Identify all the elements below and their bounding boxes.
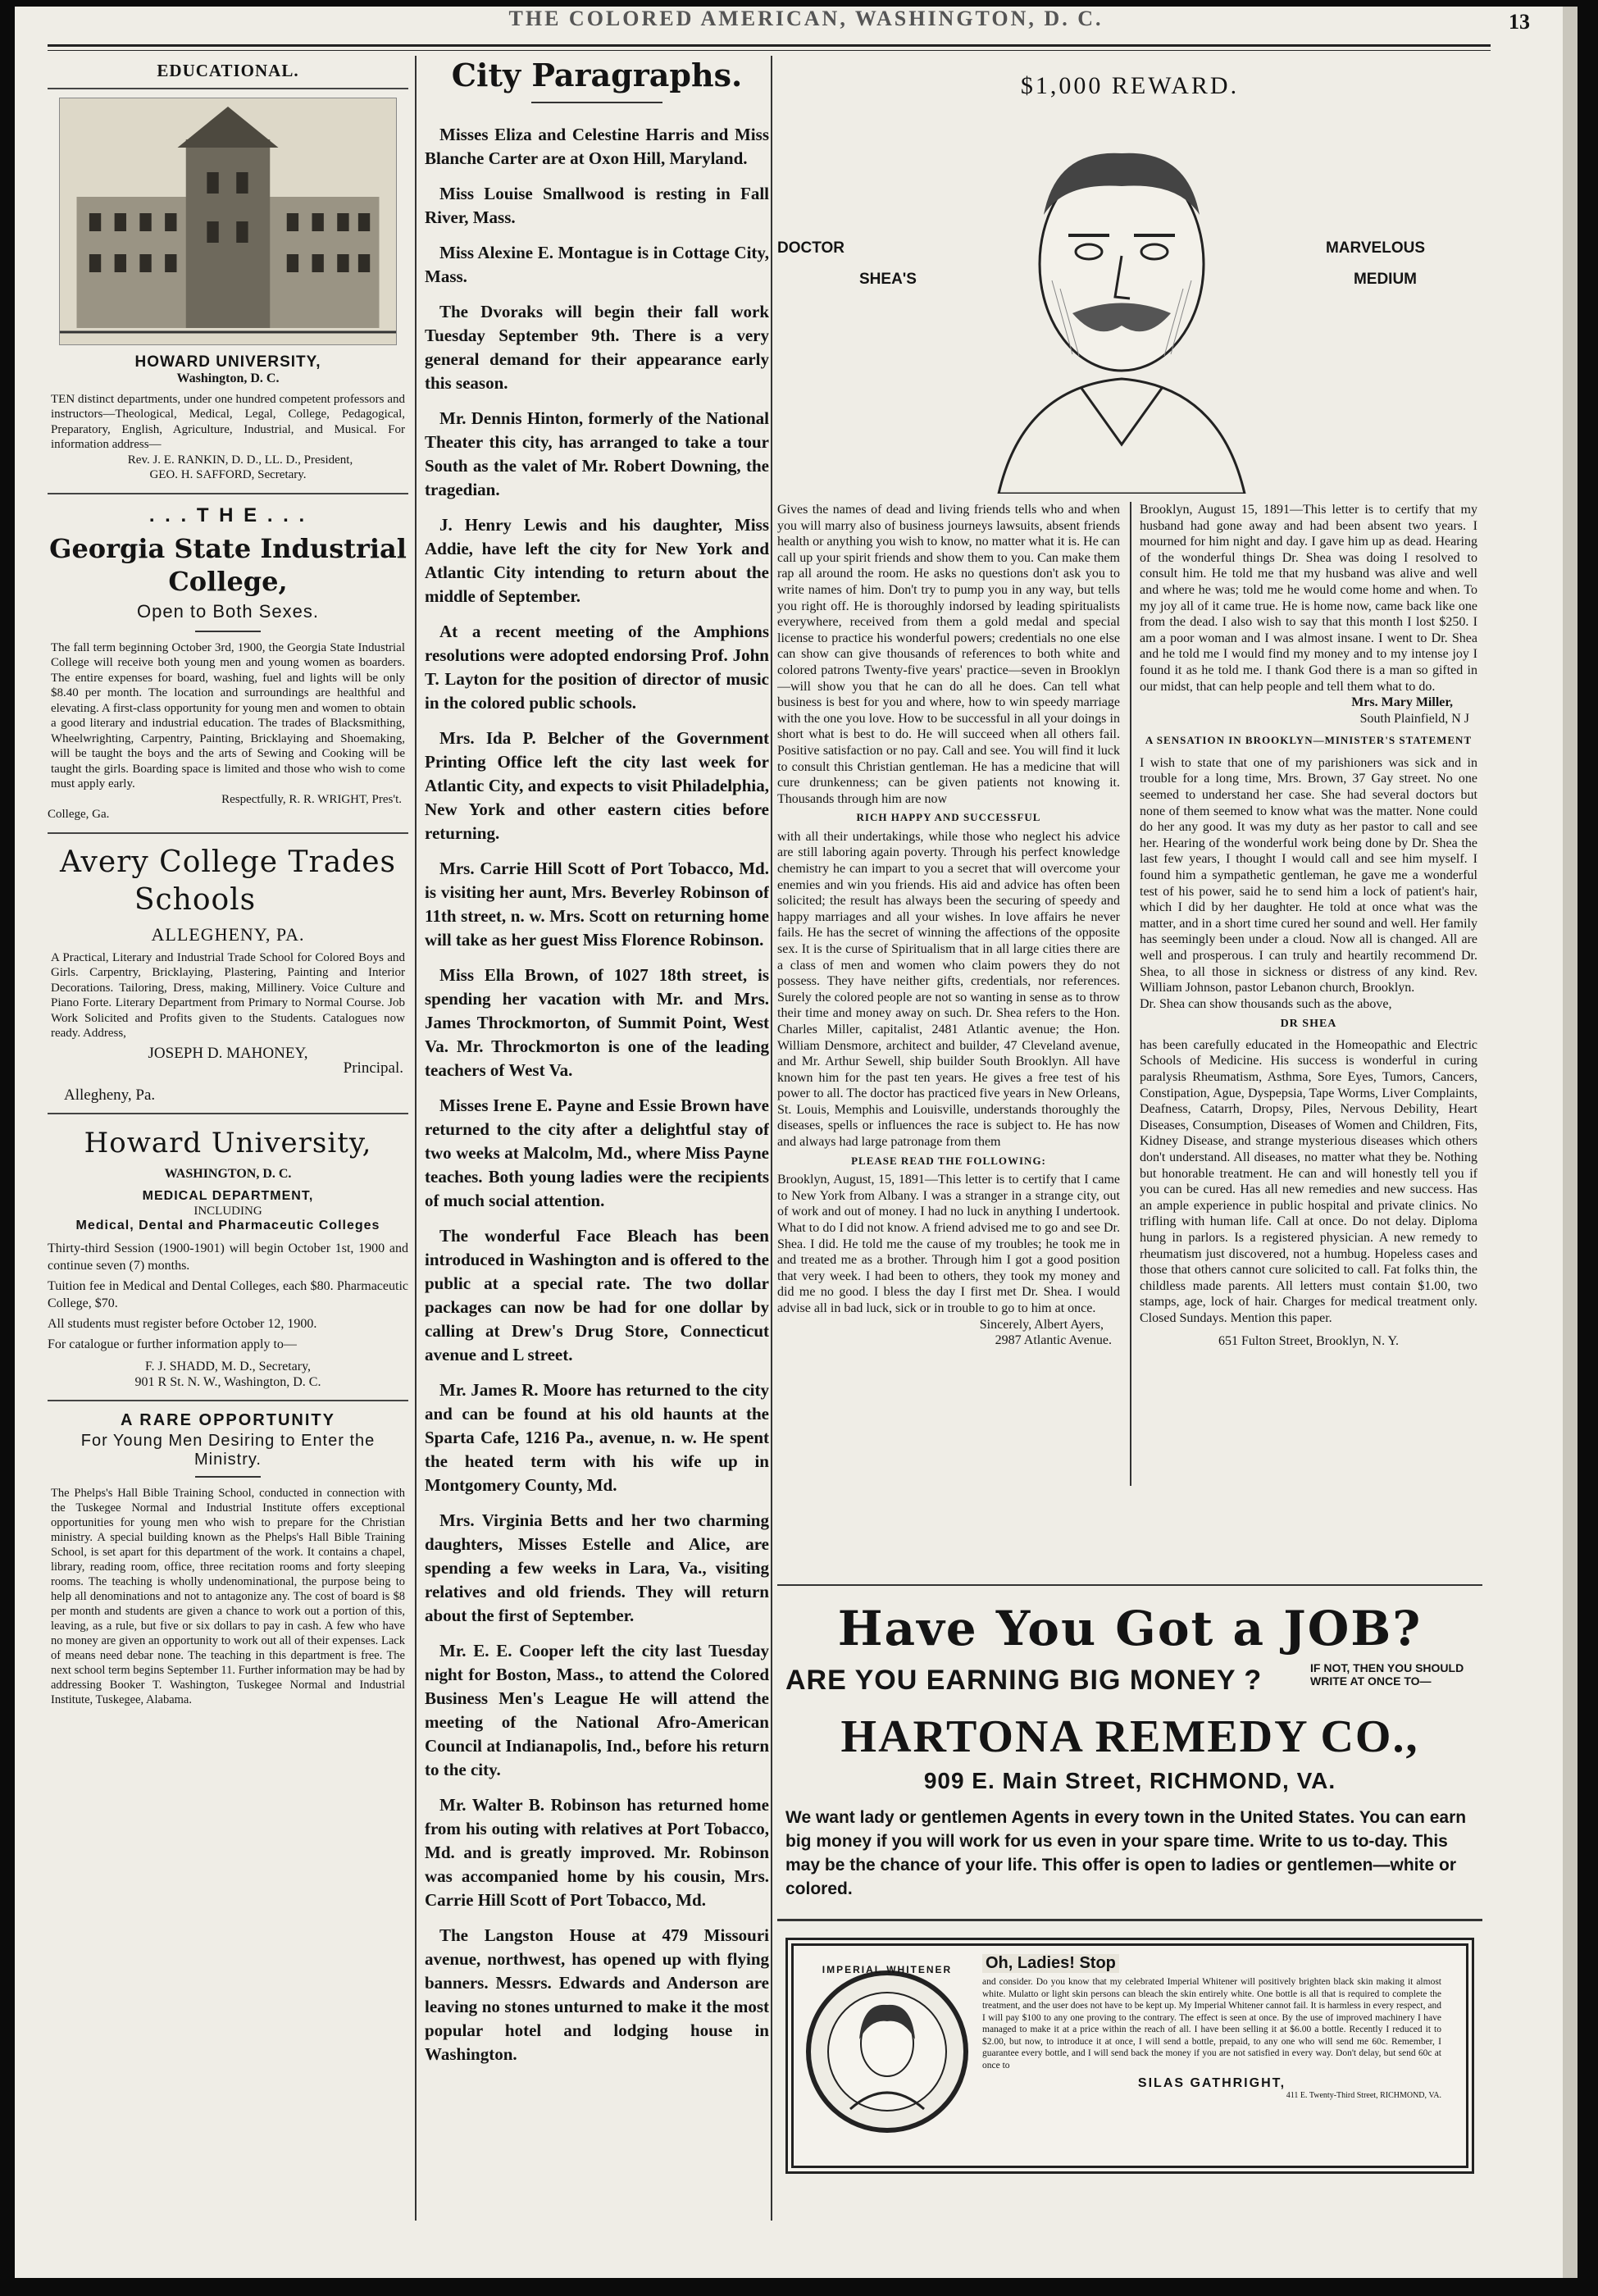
ad-left-text3: Brooklyn, August, 15, 1891—This letter is to certify that I came to New York from Albany. I was a stranger in a strange city, out of work and out of money. I had no luck in anything I undertook. What to do I did not know. A friend advised me to go and see Dr. Shea. I did. He told me the cause of my troubles; he took me in and treated me as a brother. Through him I got a good position that very week. I had been to others, they took my money and did me no good. I bless the day I first met Dr. Shea. I would advise all in bad luck, sick or in trouble to go to him at once. bbox=[777, 1173, 1120, 1315]
howard-name: HOWARD UNIVERSITY, bbox=[134, 353, 321, 371]
marvelous-label: MARVELOUS bbox=[1325, 239, 1425, 257]
city-paragraph: Miss Alexine E. Montague is in Cottage City, Mass. bbox=[425, 243, 769, 286]
city-paragraphs-title: City Paragraphs. bbox=[451, 57, 743, 93]
imperial-whitener-body: and consider. Do you know that my celebrated Imperial Whitener will positively brighten black skin making it almost white. Mulatto or light skin persons can bleach the skin entirely white. One bottle is all that is required to complete the treatment, and the user does not have to be kept up. My Imperial Whitener cannot fail. It is harmless in every respect, and I will pay $100 to any one proving to the contrary. The effect is seen at once. By the use of improved machinery I have managed to make it at a price within the reach of all. I have been selling it at $6.00 a bottle. Recently I reduced it to $2.00, but now, to introduce it at once, I will send a bottle, prepaid, to any one who will send me 60c. Remember, I guarantee every bottle, and I will send back the money if you are not satisfied in every way. Don't delay, but send 60c at once to bbox=[982, 1977, 1441, 2070]
ad-left-text1: Gives the names of dead and living friends tells who and when you will marry also of business journeys lawsuits, absent friends health or anything you wish to know, no matter what it is. He can call up your spirit friends and show them to you. Can make them rap all around the room. He asks no questions don't ask you to write names of him. Don't try to pump you in any way, but tells you right off. He is thoroughly indorsed by leading spiritualists everywhere, received from them a gold medal and special license to practice his wonderful powers; credentials no one else can show can give thousands of references to both white and colored patrons Twenty-five years' practice—seven in Brooklyn—will show you that he can do all he does. Can tell what business is best for you and where, how to win speedy marriage with the one you love. How to be successful in all your doings in short what is best to do. He will succeed when all others fail. Positive satisfaction or no pay. Call and see. You will find it luck to consult this Christian gentleman. He has a medicine that will cure drunkenness; can be given patients not knowing it. Thousands through him are now bbox=[777, 503, 1120, 806]
georgia-college-name: Georgia State Industrial College, bbox=[49, 532, 407, 597]
if-not-write: IF NOT, THEN YOU SHOULD WRITE AT ONCE TO— bbox=[1310, 1661, 1464, 1688]
howard-medical-sign2: 901 R St. N. W., Washington, D. C. bbox=[134, 1374, 321, 1389]
ad-column-divider bbox=[1130, 502, 1131, 1486]
avery-city: Allegheny, Pa. bbox=[64, 1086, 156, 1104]
earning-row bbox=[777, 1661, 1482, 1711]
doctor-label: DOCTOR bbox=[777, 239, 845, 257]
column-educational bbox=[48, 56, 408, 2262]
divider bbox=[531, 102, 662, 103]
portrait-icon bbox=[974, 116, 1269, 494]
city-paragraphs-list bbox=[425, 123, 769, 2066]
city-paragraph: Mrs. Virginia Betts and her two charming daughters, Misses Estelle and Alice, are spending a few weeks in Lara, Va., visiting relatives and old friends. They will return about the first of September. bbox=[425, 1510, 769, 1625]
woman-portrait-icon bbox=[805, 1957, 969, 2146]
howard-medical-place: WASHINGTON, D. C. bbox=[164, 1167, 292, 1181]
divider bbox=[48, 88, 408, 89]
howard-medical-p2: Tuition fee in Medical and Dental Colleges, each $80. Pharmaceutic College, $70. bbox=[48, 1279, 408, 1310]
divider bbox=[48, 493, 408, 494]
imperial-whitener-ad bbox=[785, 1938, 1474, 2174]
doctor-shea-ad-header bbox=[777, 100, 1482, 502]
city-paragraph: Mrs. Ida P. Belcher of the Government Printing Office left the city last week for Atlantic City, and expects to visit Philadelphia, New York and other eastern cities before returning. bbox=[425, 728, 769, 843]
howard-university-engraving bbox=[59, 98, 397, 345]
medium-label: MEDIUM bbox=[1353, 271, 1417, 288]
column-advertisements bbox=[777, 56, 1482, 2262]
city-paragraph: Mr. Dennis Hinton, formerly of the National Theater this city, has arranged to take a tour South as the valet of Mr. Robert Downing, the tragedian. bbox=[425, 408, 769, 499]
hartona-address: 909 E. Main Street, RICHMOND, VA. bbox=[923, 1768, 1336, 1793]
howard-medical-p4: For catalogue or further information apply to— bbox=[48, 1337, 297, 1351]
howard-medical-title: Howard University, bbox=[84, 1127, 372, 1159]
ad-right-text2: I wish to state that one of my parishioners was sick and in trouble for a long time, Mrs. Brown, 37 Gay street. No one seemed to understand her case. She had several doctors but none of them seemed to know what was the matter. None could do her any good. It was my duty as her pastor to call and see her. Hearing of the wonderful work being done by Dr. Shea the last few years, I thought I would call and see him myself. I found him a sympathetic gentleman, he gave me a wonderful test of his power, said he to send him a lock of patient's hair, which I did by her daughter. He told at once what was the matter, and in a short time cured her sound and well. Her family has seemingly been under a cloud. Now all is changed. All are well and prosperous. I can truly and heartily recommend Dr. Shea, to all those in sickness or distress of any kind. Rev. William Johnson, pastor Lebanon church, Brooklyn. bbox=[1140, 755, 1477, 995]
hartona-body: We want lady or gentlemen Agents in every town in the United States. You can earn big money if you will work for us even in your spare time. Write to us to-day. This may be the chance of your life. This offer is open to ladies or gentlemen—white or colored. bbox=[785, 1808, 1467, 1898]
job-headline: Have You Got a JOB? bbox=[837, 1601, 1423, 1656]
city-paragraph: Mr. E. E. Cooper left the city last Tuesday night for Boston, Mass., to attend the Colored Business Men's League He will attend the meeting of the National Afro-American Council at Indianapolis, Ind., before his return to the city. bbox=[425, 1641, 769, 1779]
oh-ladies-stop: Oh, Ladies! Stop bbox=[982, 1954, 1119, 1973]
ad-left-column bbox=[777, 502, 1120, 1349]
avery-title-line2: Schools bbox=[134, 882, 257, 917]
howard-medical-p3: All students must register before October 12, 1900. bbox=[48, 1317, 317, 1331]
imperial-whitener-badge-label: IMPERIAL WHITENER bbox=[822, 1964, 953, 1975]
page-number: 13 bbox=[1509, 10, 1530, 34]
howard-medical-dept: MEDICAL DEPARTMENT, bbox=[142, 1188, 314, 1203]
column-divider-1 bbox=[415, 56, 417, 2221]
ad-left-text2: with all their undertakings, while those who neglect his advice are still laboring again poverty. Through his perfect knowledge chemistry he can impart to you a secret that will overcome your enemies and win you friends. His aid and advice has often been solicited; the result has always been the securing of speedy and happy marriages and all your wishes. In love affairs he never fails. He has the secret of winning the affections of the opposite sex. It is the curse of Spiritualism that in all large cities there are a class of men and women who claim powers they do not possess. They have neither gifts, credentials, nor references. Surely the colored people are not so wanting in sense as to throw their time and money away on such. Dr. Shea refers to the Hon. Charles Miller, capitalist, 2481 Atlantic avenue; the Hon. William Densmore, architect and builder, 47 Cleveland avenue, and Mr. Arthur Sewell, ship builder South Brooklyn. All have known him for the past ten years. He gives a free test of his power to all. The doctor has practiced five years in New Orleans, St. Louis, Memphis and Louisville, understands thoroughly the diseases, spells or influences the race is subject to. He has now and always had large patronage from them bbox=[777, 829, 1120, 1150]
silas-gathright: SILAS GATHRIGHT, bbox=[1137, 2076, 1286, 2090]
silas-gathright-address: 411 E. Twenty-Third Street, RICHMOND, VA. bbox=[1286, 2091, 1441, 2100]
section-heading-educational: EDUCATIONAL. bbox=[157, 61, 299, 80]
georgia-body: The fall term beginning October 3rd, 1900, the Georgia State Industrial College will receive both young men and young women as boarders. The entire expenses for board, washing, fuel and lights will be only $8.40 per month. The location and surroundings are healthful and elevating. A first-class opportunity for young men and women to obtain a good literary and industrial education. The trades of Blacksmithing, Wheelwrighting, Carpentry, Painting, Bricklaying and Shoemaking, will be taught the boys and the arts of Sewing and Cooking will be taught the girls. Boarding space is limited and those who wish to come must apply early. bbox=[51, 640, 405, 790]
howard-place: Washington, D. C. bbox=[176, 371, 280, 385]
ad-right-text3: Dr. Shea can show thousands such as the above, bbox=[1140, 996, 1392, 1011]
rare-opportunity-title: A RARE OPPORTUNITY bbox=[121, 1411, 335, 1429]
column-divider-2 bbox=[771, 56, 772, 2221]
howard-body: TEN distinct departments, under one hundred competent professors and instructors—Theological, Medical, Legal, College, Pedagogical, Preparatory, English, Agriculture, Industrial, and Musical. For information address— bbox=[51, 392, 405, 451]
howard-medical-sign1: F. J. SHADD, M. D., Secretary, bbox=[144, 1360, 312, 1374]
howard-medical-p1: Thirty-third Session (1900-1901) will begin October 1st, 1900 and continue seven (7) months. bbox=[48, 1241, 408, 1273]
sensation-heading: A SENSATION IN BROOKLYN—MINISTER'S STATEMENT bbox=[1145, 734, 1473, 747]
building-icon bbox=[60, 98, 396, 344]
ad-right-text1: Brooklyn, August 15, 1891—This letter is to certify that my husband had gone away and had been absent two years. I mourned for him night and day. I gave him up as dead. Hearing of the wonderful things Dr. Shea was doing I resolved to consult him. He told me that my husband was alive and well and where he was; told me he would come home and when. To my joy all of it came true. He is home now, came back like one from the dead. I also wish to say that this month I lost $250. I am a poor woman and I was almost insane. I went to Dr. Shea and he told me I would find my money and to my intense joy I found it as he told me. I thank God there is a man so gifted in our midst, that can help people and tell them what to do. bbox=[1140, 503, 1477, 694]
divider bbox=[195, 1476, 261, 1478]
imperial-whitener-text bbox=[982, 1954, 1441, 2100]
city-paragraph: The wonderful Face Bleach has been introduced in Washington and is offered to the public at a special rate. The two dollar packages can now be had for one dollar by calling at Drew's Drug Store, Connecticut avenue and L street. bbox=[425, 1226, 769, 1364]
divider bbox=[48, 832, 408, 834]
rare-opportunity-subtitle: For Young Men Desiring to Enter the Ministry. bbox=[80, 1432, 376, 1469]
city-paragraph: Mr. Walter B. Robinson has returned home from his outing with relatives at Port Tobacco, Md. and is greatly improved. Mr. Robinson was accompanied home by his cousin, Mrs. Carrie Hill Scott of Port Tobacco, Md. bbox=[425, 1795, 769, 1910]
ad-right-address: 651 Fulton Street, Brooklyn, N. Y. bbox=[1218, 1333, 1399, 1348]
rich-happy-heading: RICH HAPPY AND SUCCESSFUL bbox=[856, 811, 1041, 824]
city-paragraph: The Langston House at 479 Missouri avenue, northwest, has opened up with flying banners. Messrs. Edwards and Anderson are leaving no stones unturned to make it the most popular hotel and lodging house in Washington. bbox=[425, 1925, 769, 2064]
divider bbox=[48, 1400, 408, 1401]
divider bbox=[777, 1919, 1482, 1921]
newspaper-page bbox=[15, 7, 1578, 2278]
georgia-subtitle: Open to Both Sexes. bbox=[136, 600, 320, 622]
avery-body: A Practical, Literary and Industrial Trade School for Colored Boys and Girls. Carpentry, Bricklaying, Plastering, Painting and Interior Decorations. Tailoring, Dress, making, Millinery. Voice Culture and Piano Forte. Literary Department from Primary to Normal Course. Job Work Solicited and Profits given to the Students. Catalogues now ready. Address, bbox=[51, 950, 405, 1040]
ad-right-signature2: South Plainfield, N J bbox=[1359, 711, 1469, 726]
top-rule bbox=[48, 44, 1491, 51]
avery-place: ALLEGHENY, PA. bbox=[151, 923, 305, 945]
howard-signature-secretary: GEO. H. SAFFORD, Secretary. bbox=[149, 468, 307, 481]
please-read-heading: PLEASE READ THE FOLLOWING: bbox=[851, 1154, 1046, 1167]
divider bbox=[48, 1113, 408, 1114]
howard-signature-president: Rev. J. E. RANKIN, D. D., LL. D., President, bbox=[127, 453, 353, 467]
avery-signature: JOSEPH D. MAHONEY, bbox=[148, 1044, 308, 1062]
avery-signature-title: Principal. bbox=[343, 1059, 403, 1077]
city-paragraph: Mr. James R. Moore has returned to the city and can be found at his old haunts at the Sparta Cafe, 1216 Pa., avenue, n. w. He spent the heated term with his wife up in Montgomery County, Md. bbox=[425, 1380, 769, 1495]
doctor-portrait bbox=[974, 116, 1269, 494]
city-paragraph: Miss Louise Smallwood is resting in Fall River, Mass. bbox=[425, 184, 769, 227]
ad-right-text4: has been carefully educated in the Homeopathic and Electric Schools of Medicine. His success is wonderful in curing paralysis Rheumatism, Asthma, Sore Eyes, Tumors, Cancers, Constipation, Ague, Dyspepsia, Tape Worms, Liver Complaints, Deafness, Catarrh, Dropsy, Piles, Nervous Debility, Heart Diseases, Consumption, Diseases of Women and Children, Fits, Kidney Disease, and strange mysterious diseases which others don't understand. All diseases, no matter what they be. Nothing but honorable treatment. He can and will honestly tell you if you can be cured. Has all new remedies and new success. Has an ample experience in public hospital and private clinics. No trifling with human life. Call at once. Do not delay. Diploma hung in parlors. Is a registered physician. A new remedy to rheumatism just discovered, not a humbug. Hopeless cases and those that others cannot cure solicited to call. Fat folks thin, the childless made parents. All letters must contain $1.00, two stamps, age, lock of hair. Charges for medical treatment only. Closed Sundays. Mention this paper. bbox=[1140, 1037, 1477, 1325]
howard-medical-colleges: Medical, Dental and Pharmaceutic Colleges bbox=[75, 1219, 380, 1232]
city-paragraph: Misses Eliza and Celestine Harris and Miss Blanche Carter are at Oxon Hill, Maryland. bbox=[425, 125, 769, 168]
avery-title-line1: Avery College Trades bbox=[59, 845, 397, 879]
city-paragraph: J. Henry Lewis and his daughter, Miss Addie, have left the city for New York and Atlantic City intending to return about the middle of September. bbox=[425, 515, 769, 606]
earning-question: ARE YOU EARNING BIG MONEY ? bbox=[785, 1665, 1263, 1696]
ad-right-signature1: Mrs. Mary Miller, bbox=[1351, 695, 1453, 710]
city-paragraph: The Dvoraks will begin their fall work Tuesday September 9th. There is a very general demand for their appearance early this season. bbox=[425, 302, 769, 393]
sheas-label: SHEA'S bbox=[859, 271, 917, 288]
city-paragraph: Mrs. Carrie Hill Scott of Port Tobacco, Md. is visiting her aunt, Mrs. Beverley Robinson of 11th street, n. w. Mrs. Scott on returning home will take as her guest Miss Florence Robinson. bbox=[425, 859, 769, 950]
masthead: THE COLORED AMERICAN, WASHINGTON, D. C. bbox=[508, 7, 1104, 30]
hartona-company-name: HARTONA REMEDY CO., bbox=[840, 1711, 1419, 1762]
georgia-place: College, Ga. bbox=[48, 808, 110, 821]
city-paragraph: Misses Irene E. Payne and Essie Brown have returned to the city after a delightful stay of two weeks at Malcolm, Md., where Miss Payne teaches. Both young ladies were the recipients of much social attention. bbox=[425, 1096, 769, 1210]
doctor-shea-ad-body bbox=[777, 502, 1482, 1584]
dr-shea-heading: DR SHEA bbox=[1280, 1018, 1337, 1031]
imperial-whitener-badge bbox=[805, 1957, 969, 2146]
city-paragraph: At a recent meeting of the Amphions resolutions were adopted endorsing Prof. John T. Layton for the position of director of music in the colored public schools. bbox=[425, 622, 769, 713]
ad-left-signature1: Sincerely, Albert Ayers, bbox=[979, 1317, 1104, 1332]
ad-left-signature2: 2987 Atlantic Avenue. bbox=[995, 1333, 1112, 1348]
divider bbox=[195, 631, 261, 632]
divider bbox=[777, 1584, 1482, 1586]
rare-opportunity-body: The Phelps's Hall Bible Training School, conducted in connection with the Tuskegee Normal and Industrial Institute offers exceptional opportunities for young men who wish to prepare for the Christian ministry. A special building known as the Phelps's Hall Bible Training School, is set apart for this department of the work. It contains a chapel, library, reading room, office, three recitation rooms and forty sleeping rooms. The teaching is wholly undenominational, the purpose being to help all denominations and not to antagonize any. The cost of board is $8 per month and students are given a chance to work out a portion of this, leaving, as a rule, but five or six dollars to pay in cash. A few who have no money are given an opportunity to work out all of their expenses. Lack of means need debar none. The teaching in this department is free. The next school term begins September 11. Further information may be had by addressing Booker T. Washington, Tuskegee Normal and Industrial Institute, Tuskegee, Alabama. bbox=[51, 1487, 405, 1706]
georgia-signature: Respectfully, R. R. WRIGHT, Pres't. bbox=[221, 792, 402, 806]
reward-headline: $1,000 REWARD. bbox=[1020, 72, 1240, 99]
georgia-the: . . . T H E . . . bbox=[148, 503, 307, 526]
ad-right-column bbox=[1140, 502, 1477, 1349]
howard-medical-including: INCLUDING bbox=[193, 1204, 262, 1218]
column-city-paragraphs bbox=[425, 56, 769, 2262]
city-paragraph: Miss Ella Brown, of 1027 18th street, is spending her vacation with Mr. and Mrs. James Throckmorton, of Summit Point, West Va. Mr. Throckmorton is one of the leading teachers of West Va. bbox=[425, 965, 769, 1080]
